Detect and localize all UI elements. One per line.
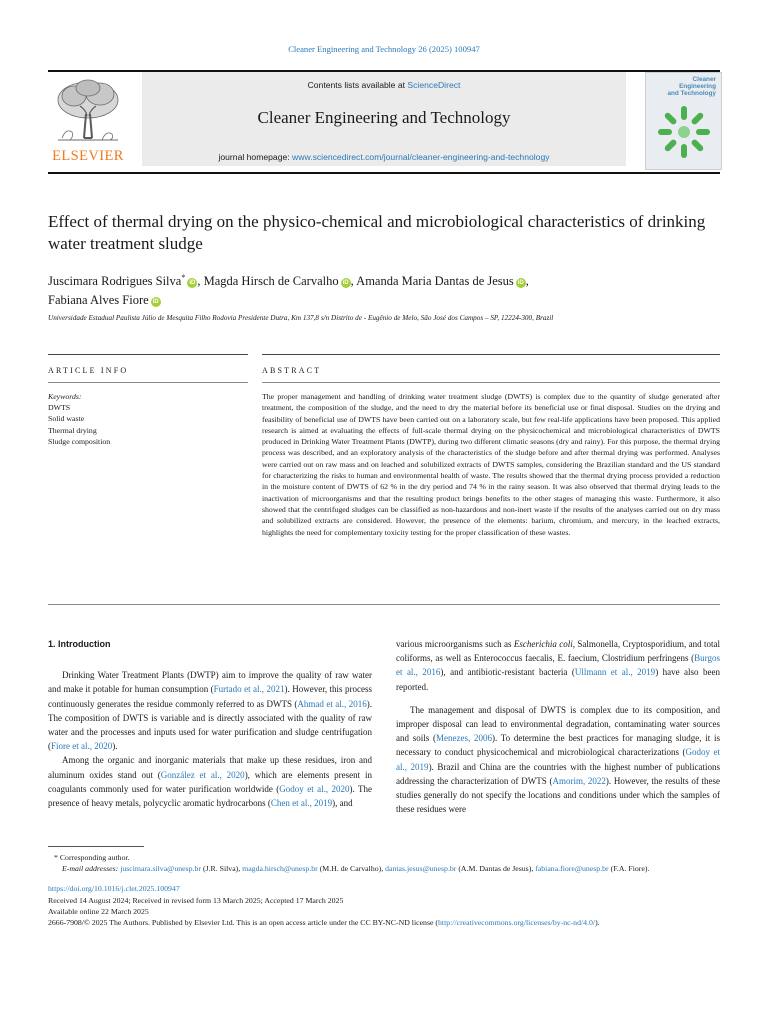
author-list [48, 268, 720, 310]
text-run: ). Brazil and China are the countries with the highest number of publications addressing the characterization of DWTS ( [396, 761, 720, 786]
text-run: Drinking Water Treatment Plants (DWTP) aim to improve the quality of raw water and make it potable for human consumption ( [48, 670, 372, 695]
citation-link[interactable]: Amorim, 2022 [552, 775, 606, 786]
keyword-item: Sludge composition [48, 436, 111, 446]
license-text: ). [595, 918, 600, 928]
email-link[interactable]: dantas.jesus@unesp.br [385, 864, 457, 874]
citation-link[interactable]: Menezes, 2006 [435, 733, 492, 744]
intro-paragraph-2 [48, 753, 372, 810]
text-run: ), and antibiotic-resistant bacteria ( [440, 667, 575, 678]
cover-title-line: Cleaner [692, 76, 716, 83]
author-name: Fabiana Alves Fiore [48, 293, 149, 308]
orcid-icon[interactable]: iD [152, 299, 159, 306]
abstract-subrule [262, 382, 720, 383]
author[interactable] [48, 274, 197, 288]
elsevier-tree-logo-icon [50, 76, 126, 146]
email-link[interactable]: fabiana.fiore@unesp.br [535, 864, 609, 874]
email-addresses [48, 863, 720, 874]
orcid-icon[interactable]: iD [189, 280, 196, 287]
cover-title [667, 76, 716, 97]
author-separator: , [525, 274, 529, 289]
species-name: Escherichia coli [513, 639, 573, 649]
author-name: Magda Hirsch de Carvalho [203, 274, 339, 289]
header-bottom-rule [48, 172, 720, 174]
license-link[interactable]: http://creativecommons.org/licenses/by-nc-nd/4.0/ [438, 918, 596, 928]
email-label: E-mail addresses: [62, 864, 119, 874]
email-owner: (J.R. Silva), [201, 864, 243, 874]
abstract-heading: ABSTRACT [262, 366, 322, 375]
article-info-heading: ARTICLE INFO [48, 366, 129, 375]
elsevier-wordmark: ELSEVIER [52, 148, 124, 164]
contents-line [142, 80, 626, 90]
keywords-block [48, 391, 248, 447]
text-run: various microorganisms such as [396, 639, 514, 649]
text-run: ). The composition of DWTS is variable and is directly associated with the quality of raw water and the processes and inputs used for water purification and sludge centrifugation ( [48, 698, 372, 752]
homepage-label: journal homepage: [218, 152, 293, 162]
text-run: ), which are elements present in coagulants commonly used for water purification worldwide ( [48, 769, 372, 794]
text-run: ) have also been reported. [396, 667, 720, 692]
doi-link[interactable]: https://doi.org/10.1016/j.clet.2025.100947 [48, 884, 180, 894]
body-column-left [48, 637, 372, 810]
author[interactable] [356, 274, 526, 288]
citation-link[interactable]: Ullmann et al., 2019 [574, 667, 656, 678]
text-run: , Salmonella, Cryptosporidium, and total coliforms, as well as Enterococcus faecalis, E. faecium, Clostridium perfringens ( [396, 639, 721, 664]
journal-name: Cleaner Engineering and Technology [257, 108, 511, 127]
article-info-rule [48, 354, 248, 355]
citation-link[interactable]: Ahmad et al., 2016 [297, 698, 367, 709]
abstract-rule [262, 354, 720, 355]
text-run: ). However, this process continuously generates the residue commonly referred to as DWTS ( [48, 684, 372, 709]
license-statement [48, 917, 720, 928]
abstract-text: The proper management and handling of drinking water treatment sludge (DWTS) is complex due to the quantity of sludge generated after treatment, the composition of the sludge, and the need to dry the material before its beneficial use or final disposal. Studies on the drying and feasibility of beneficial use of DWTS have been carried out on a laboratory scale, but few real-life applications have been proposed. This applied research is aimed at evaluating the effects of full-scale thermal drying on the physicochemical and microbiological characteristics of DWTS produced in Drinking Water Treatment Plants (DWTP), during two different climatic seasons (dry and rainy). For this purpose, the thermal drying process was described, and an exploratory analysis of the characteristics of the sludge before and after thermal drying was performed. Analyses were carried out on raw mass and on leached and solubilized extracts of DWTS samples, considering the Brazilian standard and the US standard for characterizing the risks to human and environmental health of waste. The results showed that the thermal drying process provided a reduction in the moisture content of DWTS of 62 % in the dry period and 74 % in the rainy season. It was also observed that thermal drying leads to the inactivation of microorganisms and that the resulting product brings benefits to the other stages of managing this waste. Furthermore, it also showed that the centrifuged sludges can be classified as non-hazardous and non-inert waste if the results of the analyses carried out on dry mass and solubilized extracts are considered. However, the presence of the elements: barium, chromium, and mercury, in the leached extracts, highlights the need for complementary toxicity testing for the proper classification of these wastes. [262, 392, 720, 537]
author-name: Amanda Maria Dantas de Jesus [356, 274, 514, 289]
citation-link[interactable]: Fiore et al., 2020 [51, 741, 113, 752]
citation-link[interactable]: Furtado et al., 2021 [213, 684, 285, 695]
corresponding-author-note: * Corresponding author. [54, 853, 130, 862]
citation-link[interactable]: Godoy et al., 2019 [396, 747, 720, 772]
intro-paragraph-3 [396, 637, 720, 694]
text-run: ). However, the results of these studies generally do not specify the locations and conditions under which the samples of these residues were [396, 775, 721, 815]
text-run: ). To determine the best practices for managing sludge, it is necessary to conduct physicochemical and microbiological characterizations ( [396, 733, 721, 758]
author-affiliation: Universidade Estadual Paulista Júlio de Mesquita Filho Rodovia Presidente Dutra, Km 137,8 s/n Distrito de - Eugênio de Melo, São José dos Campos – SP, 12224-300, Brazil [48, 314, 554, 322]
author-separator: , [350, 274, 357, 289]
email-owner: (F.A. Fiore). [608, 864, 650, 874]
article-title: Effect of thermal drying on the physico-chemical and microbiological characteristics of drinking water treatment sludge [48, 212, 706, 253]
contents-prefix: Contents lists available at [307, 80, 408, 90]
footnote-rule [48, 846, 144, 847]
cover-flower-icon [656, 101, 712, 163]
license-text: 2666-7908/© 2025 The Authors. Published by Elsevier Ltd. This is an open access article under the CC BY-NC-ND license ( [48, 918, 438, 928]
citation-link[interactable]: Godoy et al., 2020 [279, 783, 350, 794]
intro-paragraph-4 [396, 703, 720, 817]
citation-link[interactable]: Burgos et al., 2016 [396, 653, 720, 678]
abstract-bottom-rule [48, 604, 720, 605]
text-run: ), and [332, 798, 353, 809]
citation-link[interactable]: Chen et al., 2019 [270, 798, 333, 809]
body-column-right [396, 637, 720, 816]
citation-link[interactable]: González et al., 2020 [160, 769, 245, 780]
cover-title-line: Engineering [679, 83, 716, 90]
author-name: Juscimara Rodrigues Silva [48, 274, 182, 289]
journal-homepage-link[interactable]: www.sciencedirect.com/journal/cleaner-engineering-and-technology [292, 152, 550, 162]
author[interactable] [48, 293, 161, 307]
text-run: Among the organic and inorganic materials that make up these residues, iron and aluminum oxides stand out ( [48, 755, 372, 780]
journal-homepage-line [142, 152, 626, 162]
keywords-label: Keywords: [48, 392, 82, 401]
email-owner: (M.H. de Carvalho), [317, 864, 386, 874]
footnotes [48, 852, 720, 928]
journal-citation-link[interactable]: Cleaner Engineering and Technology 26 (2025) 100947 [288, 44, 480, 54]
intro-paragraph-1 [48, 668, 372, 753]
email-link[interactable]: juscimara.silva@unesp.br [120, 864, 201, 874]
article-info-subrule [48, 382, 248, 383]
author-separator: , [197, 274, 204, 289]
author[interactable] [204, 274, 351, 288]
sciencedirect-link[interactable]: ScienceDirect [407, 80, 461, 90]
keyword-item: DWTS [48, 403, 71, 413]
email-link[interactable]: magda.hirsch@unesp.br [242, 864, 318, 874]
section-heading-introduction: 1. Introduction [48, 639, 111, 649]
text-run: ). The presence of heavy metals, polycyclic aromatic hydrocarbons ( [48, 783, 372, 809]
cover-title-line: and Technology [667, 90, 716, 97]
text-run: The management and disposal of DWTS is complex due to its composition, and improper disposal can lead to environmental degradation, contaminating water sources and soils ( [396, 704, 720, 744]
keyword-item: Thermal drying [48, 425, 97, 435]
online-date: Available online 22 March 2025 [48, 906, 149, 916]
text-run: ). [112, 741, 118, 752]
keyword-item: Solid waste [48, 414, 85, 424]
history-dates: Received 14 August 2024; Received in revised form 13 March 2025; Accepted 17 March 2025 [48, 895, 344, 905]
orcid-icon[interactable]: iD [342, 280, 349, 287]
corresponding-mark[interactable]: * [181, 273, 186, 282]
journal-cover-thumbnail[interactable] [645, 72, 722, 170]
orcid-icon[interactable]: iD [517, 280, 524, 287]
email-owner: (A.M. Dantas de Jesus), [456, 864, 536, 874]
